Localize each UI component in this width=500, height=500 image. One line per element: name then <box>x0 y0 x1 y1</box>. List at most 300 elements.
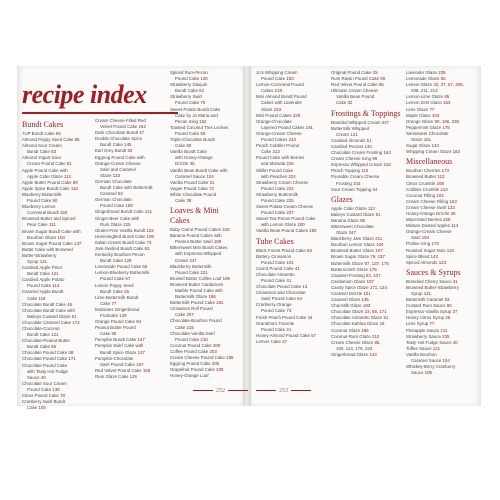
index-entry-page-number: 31 <box>209 179 215 185</box>
index-entry-page-number: 111 <box>48 222 56 228</box>
index-entry-label: Baby Carrot Pound Cakes <box>170 227 223 233</box>
index-entry-label: Browned Butter-Strawberry <box>406 284 459 290</box>
index-entry-label: Earl Grey Bundt <box>95 148 128 154</box>
index-entry-page-number: 225 <box>286 197 294 203</box>
index-entry-label: Black Forest Pound Cake <box>256 247 308 253</box>
index-entry-label: Blueberry Lemon <box>22 204 56 210</box>
index-entry-label: Syrup <box>411 291 424 296</box>
index-entry-label: with Peaches <box>261 173 289 179</box>
index-entry-page-number: 200 <box>212 342 221 348</box>
index-entry-label: Chocolate Cream Frosting <box>331 150 384 156</box>
index-entry-page-number: 53, 107 <box>365 272 381 278</box>
index-entry <box>170 198 240 204</box>
index-entry <box>170 373 240 379</box>
index-entry-label: Molasses Gingerbread <box>95 306 140 312</box>
index-entry-label: Cake <box>261 149 273 155</box>
index-entry-label: Pecan Icing <box>175 118 200 124</box>
index-entry-page-number: 137 <box>137 349 145 355</box>
index-entry-label: Chocolate Pound Cake <box>256 284 303 290</box>
index-section-heading: Loaves & Mini Cakes <box>170 206 219 226</box>
index-entry-page-number: 210 <box>372 333 380 339</box>
index-column-2 <box>95 118 165 380</box>
index-entry-page-number: 215 <box>186 324 194 330</box>
index-entry-page-number: 37 <box>282 338 288 344</box>
index-entry-page-number: 203 <box>209 348 217 354</box>
index-entry-page-number: 163 <box>449 198 457 204</box>
index-entry-label: Pound Cake <box>100 276 126 282</box>
index-entry-label: Almond Sour Cream <box>22 143 62 149</box>
index-entry-label: Skillet Pound Cake <box>256 167 294 173</box>
index-entry-label: Chocolate-Peanut Butter <box>22 338 71 344</box>
index-entry-page-number: 129 <box>119 313 127 318</box>
index-entry-page-number: 183 <box>286 76 294 82</box>
index-entry-label: Original Pound Cake <box>331 70 373 75</box>
title-underline <box>22 112 178 114</box>
index-entry-label: Peach Cobbler Pound <box>256 143 299 149</box>
index-entry-label: Sweet Potato Bundt Cake <box>170 106 221 112</box>
index-entry-page-number: 40 <box>452 339 458 345</box>
index-entry-page-number: 18 <box>379 321 385 327</box>
index-entry-label: Carrot Pound Cake <box>256 265 295 271</box>
index-entry-label: Tasty Hot Fudge Sauce <box>406 339 453 345</box>
index-entry-page-number: 90 <box>52 198 58 204</box>
index-entry-label: Lemon-Blueberry Buttermilk <box>95 270 150 276</box>
index-entry-page-number: 247 <box>381 119 390 125</box>
index-entry-page-number: 101 <box>363 291 371 296</box>
index-entry-label: Cream Pound Cake <box>27 161 67 167</box>
index-entry-page-number: 222 <box>286 185 294 191</box>
index-entry-label: Syrup <box>27 258 40 264</box>
index-entry-page-number: 85, <box>374 339 381 345</box>
index-entry-page-number: 85 <box>444 94 450 100</box>
index-entry-label: 100, 113, 175, 233 <box>336 345 373 351</box>
index-entry-label: Chocolate-Bourbon Pound <box>170 318 222 324</box>
index-entry-label: Blueberry Buttermilk <box>22 191 62 197</box>
index-entry-label: Peanut Butter Pound <box>95 325 136 331</box>
index-entry-page-number: 113 <box>63 173 71 179</box>
index-entry-page-number: 98 <box>360 217 365 223</box>
index-entry-label: Chocolate Glaze <box>331 309 365 315</box>
index-entry-label: Pound Cake <box>261 185 287 191</box>
index-entry-page-number: 226 <box>286 161 294 167</box>
index-entry-label: Lavender Glaze <box>406 70 439 75</box>
index-entry-page-number: 194 <box>421 235 430 241</box>
index-entry-page-number: 137 <box>74 240 82 246</box>
index-entry-page-number: 65 <box>440 76 446 82</box>
index-entry-page-number: 55 <box>378 82 384 88</box>
index-entry-page-number: 226 <box>443 217 451 223</box>
index-entry-label: Bundt Cake <box>27 271 52 277</box>
index-entry-page-number: 56 <box>111 331 117 337</box>
index-entry-label: Cake <box>27 295 39 301</box>
index-entry-page-number: 114 <box>451 223 459 229</box>
index-entry-label: Strawberry Sauce <box>406 333 443 339</box>
index-entry-page-number: 33, 37, 67, 205, <box>433 82 464 88</box>
index-entry-page-number: 53 <box>117 191 123 197</box>
index-section-heading: Sauces & Syrups <box>406 267 461 277</box>
index-entry-page-number: 31 <box>452 278 458 284</box>
index-entry-page-number: 167 <box>136 361 144 367</box>
index-entry-label: Honey-Orange Drizzle <box>406 210 451 216</box>
index-entry-label: Lime Syrup <box>406 321 430 327</box>
index-entry-label: Hummingbird Bundt Cake <box>95 233 147 239</box>
index-entry-page-number: 126 <box>200 76 208 82</box>
index-entry-label: with Lemon Glaze <box>261 222 298 228</box>
index-entry-label: Cream Cheese Swirl <box>406 204 448 210</box>
index-entry-label: Whiskey-Berry Cranberry <box>406 364 456 370</box>
index-entry-label: Blackberry Jam Glaze <box>331 236 376 242</box>
index-entry-label: Bundt Cake with Buttermilk <box>100 185 153 191</box>
index-entry-page-number: 161 <box>423 137 432 143</box>
index-entry-page-number: 131 <box>423 291 432 296</box>
index-entry-label: Orange Pound Cake <box>95 319 137 325</box>
index-entry-page-number: 79, 137 <box>370 254 385 260</box>
index-entry-label: Pumpkin Swirl Cake with <box>95 343 144 349</box>
index-entry-page-number: 63 <box>307 247 312 253</box>
index-entry-page-number: 32 <box>347 100 353 106</box>
index-entry-page-number: 229 <box>292 112 301 118</box>
index-entry-label: Buttermilk Glaze <box>175 294 209 300</box>
index-entry-label: Pound Cake <box>261 326 287 332</box>
index-entry-label: Glaze <box>100 172 113 178</box>
index-entry-label: Orange Glaze <box>406 118 435 124</box>
index-entry <box>406 149 478 155</box>
index-entry-label: Caramel Frosting <box>331 272 366 278</box>
index-entry-page-number: 35 <box>189 161 195 167</box>
index-entry-label: Fresh Peach Pound Cake <box>256 314 308 320</box>
index-entry-page-number: 213 <box>272 149 280 155</box>
index-entry-label: with Honey-Orange <box>175 155 213 161</box>
index-entry-page-number: 192 <box>309 228 317 234</box>
index-entry-label: Buttermilk Caramel <box>406 297 445 303</box>
index-entry-label: Toasted Coconut Tres Leches <box>170 124 229 130</box>
index-entry-page-number: 218 <box>383 162 391 168</box>
index-entry-label: Gingerbread Bundt Cake <box>95 209 145 215</box>
index-entry-label: Caramel Glaze <box>331 297 362 303</box>
index-entry-label: Glaze <box>411 137 424 143</box>
index-entry-page-number: 135 <box>361 297 369 303</box>
index-entry-label: Bundt Cake <box>27 149 52 155</box>
index-entry-page-number: 123 <box>438 259 447 265</box>
index-entry-label: Bundt Cake <box>100 288 125 294</box>
index-entry-label: Pound Cake <box>175 100 201 106</box>
index-entry <box>406 370 478 376</box>
index-entry-page-number: 199 <box>361 327 369 333</box>
index-entry-page-number: 159 <box>125 203 133 209</box>
index-entry-label: Sweet Potato-Cream Cheese <box>256 204 314 210</box>
page-number-rule <box>256 390 276 391</box>
index-entry <box>331 352 403 358</box>
index-entry-page-number: 93 <box>127 148 133 154</box>
index-entry-label: Bundt Cake <box>175 88 200 94</box>
index-entry-label: Espresso Whipped Cream <box>331 162 384 168</box>
index-entry-label: Rum Raisin Pound Cake <box>331 76 381 82</box>
index-entry-label: Red Velvet Pound Cake <box>331 82 379 88</box>
page-number-rule <box>228 390 248 391</box>
index-entry-page-number: 90 <box>380 76 386 82</box>
index-entry-label: Cake <box>100 331 112 337</box>
index-entry-page-number: 185 <box>226 355 234 361</box>
index-entry-page-number: 181 <box>216 300 224 306</box>
index-entry-label: Cake by Jo Maria and <box>175 112 218 118</box>
index-entry <box>95 374 165 380</box>
index-entry-label: Cobbler Crumble <box>406 186 441 192</box>
index-entry-page-number: 189 <box>213 239 222 245</box>
index-entry-label: Brown Sugar Bundt Cake with <box>22 228 81 234</box>
index-entry-page-number: 129 <box>124 258 132 264</box>
index-entry-page-number: 235 <box>438 70 446 75</box>
index-entry-label: Italian Cream Bundt Cake <box>95 239 147 245</box>
index-entry-label: Glaze <box>336 230 349 236</box>
index-entry-label: Vanilla Bean Bundt Cake with <box>170 167 228 173</box>
index-entry-label: Strawberry Buttermilk <box>256 191 298 197</box>
index-entry-label: Toffee Sauce <box>406 345 433 351</box>
index-entry-label: Mini Pound Cakes <box>256 112 293 118</box>
index-entry-label: Chocolate Pound Cake <box>22 356 69 362</box>
index-entry-page-number: 211 <box>440 327 448 333</box>
index-entry-page-number: 121 <box>350 131 358 137</box>
index-entry-label: Glaze <box>261 106 274 112</box>
index-entry-page-number: 238 <box>216 367 224 373</box>
index-section-heading: Frostings & Toppings <box>331 108 401 118</box>
index-entry-label: Bittersweet Chocolate <box>331 223 374 229</box>
index-entry-label: Pound Cake <box>175 130 201 136</box>
index-entry-page-number: 243 <box>288 137 296 143</box>
index-entry <box>406 260 478 266</box>
index-entry-page-number: 173 <box>431 241 439 247</box>
index-entry-page-number: 113 <box>437 174 445 180</box>
index-entry-page-number: 25 <box>124 288 130 294</box>
index-entry-page-number: 162 <box>138 124 146 130</box>
index-entry-page-number: 105 <box>38 405 46 411</box>
index-entry-label: Pound Cake <box>261 76 287 82</box>
index-entry-label: Cream Cheese Pound Cake <box>170 355 227 361</box>
index-entry-label: Coconut Filling <box>406 192 437 198</box>
index-entry-page-number: 64 <box>297 296 303 302</box>
index-entry-label: Bittersweet Mini Bundt Cakes <box>170 245 228 251</box>
index-entry-label: Pound Cake <box>175 76 201 82</box>
index-entry-label: Gingerbread Glaze <box>331 351 370 357</box>
index-entry-label: Orange-Cream Cheese <box>256 130 302 136</box>
index-entry-page-number: 163 <box>383 150 391 156</box>
index-entry-label: Double Chocolate Spice <box>95 136 143 142</box>
index-entry-label: Lemon Glaze <box>406 82 434 88</box>
index-entry-label: Dark Chocolate Bundt <box>95 130 140 136</box>
index-entry-label: Cake <box>175 197 187 203</box>
index-entry-label: Candied Pecans <box>331 143 365 149</box>
index-entry-page-number: 77 <box>429 321 435 327</box>
index-entry <box>331 100 403 106</box>
index-entry-label: Pound Cake <box>27 386 53 392</box>
index-entry-label: Peach Topping <box>331 168 362 174</box>
index-entry-label: Strawberry Swirl <box>170 94 202 100</box>
index-entry-label: Pound Cake <box>27 283 53 289</box>
index-entry-label: Caramel Apple Bundt <box>22 289 64 295</box>
index-entry-label: Layered Pound Cakes <box>261 124 306 130</box>
index-entry-label: Cranberry Swirl Bundt <box>22 399 65 405</box>
index-entry-label: Spiced Rum-Pecan <box>170 70 208 75</box>
index-entry-page-number: 65 <box>142 264 148 270</box>
index-entry-page-number: 72 <box>209 185 214 191</box>
index-entry-label: Lemon-Lime Glaze <box>406 94 445 100</box>
index-entry-label: Brandied Cherry Sauce <box>406 278 453 284</box>
index-entry-label: Pound Cake <box>261 259 287 265</box>
index-entry-label: Pound Cake <box>261 278 287 283</box>
index-entry-label: Macerated Berries <box>406 217 444 223</box>
index-entry-label: Chocolate Pound Cake <box>22 362 68 368</box>
index-entry-label: Sugar Glaze <box>406 143 432 149</box>
index-entry-label: Lemon-Cornmeal Pound <box>256 82 304 88</box>
index-entry-page-number: 134 <box>364 143 372 149</box>
index-entry-page-number: 118 <box>38 295 46 301</box>
index-entry-page-number: 77 <box>111 300 117 306</box>
index-entry-page-number: 104 <box>376 242 384 248</box>
index-entry-page-number: 143 <box>430 253 438 259</box>
index-entry-label: Orange-Cream Cheese <box>95 160 141 166</box>
index-entry-label: Brussel Butter Coffee Loaf <box>170 275 223 281</box>
index-entry-label: Pear Cake <box>27 222 49 228</box>
index-entry-page-number: 235 <box>442 333 450 339</box>
index-entry-label: Browned Butter Cardamom <box>170 281 224 287</box>
index-entry-page-number: 90, 196, 235 <box>434 118 459 124</box>
index-entry-label: Orange-Chocolate <box>256 118 292 124</box>
index-entry-page-number: 207 <box>186 312 194 318</box>
index-entry-label: Honey Citrus Syrup <box>406 315 446 321</box>
index-section-heading: Tube Cakes <box>256 236 294 246</box>
index-entry-label: Lemon Poppy Seed <box>95 282 134 288</box>
index-entry-label: German Chocolate <box>95 178 132 184</box>
index-entry-page-number: 37 <box>452 309 458 315</box>
index-entry-label: Lemon Zest Glaze <box>406 100 444 106</box>
index-entry-label: Spiced Almonds <box>406 259 439 265</box>
index-section-heading: Miscellaneous <box>406 157 453 167</box>
index-entry-label: Candied Almonds <box>331 137 367 143</box>
index-entry-label: Vanilla Bean Pound <box>336 94 375 100</box>
index-entry-page-number: 23, 55, 171 <box>364 309 387 315</box>
index-entry-page-number: 41 <box>294 265 300 271</box>
index-entry-label: Candied Apple Pinot <box>22 265 62 271</box>
index-entry-label: Mini Almond Bundt Pound <box>256 94 307 100</box>
index-entry-label: Coconut Glaze <box>331 327 362 333</box>
index-entry-label: Peppermint Glaze <box>406 124 443 130</box>
index-entry-page-number: 247 <box>348 230 357 236</box>
index-entry-page-number: 44 <box>372 186 378 192</box>
index-entry-page-number: 25 <box>372 70 378 75</box>
index-entry <box>256 339 328 345</box>
index-entry-label: Drizzle <box>175 161 190 167</box>
index-entry-page-number: 200 <box>297 222 305 228</box>
index-entry-label: Pumpkin-Chocolate <box>95 355 134 361</box>
index-entry-page-number: 183 <box>452 149 460 155</box>
index-section-heading: Glazes <box>331 194 353 204</box>
index-entry-label: Fruitcake <box>100 313 120 318</box>
index-entry-page-number: 47 <box>139 130 145 136</box>
index-entry-page-number: 55 <box>51 344 57 350</box>
index-entry-page-number: 39 <box>186 197 192 203</box>
index-entry-label: Grapefruit Pound Cake <box>170 367 217 373</box>
index-entry-label: Pound Cake <box>261 210 287 216</box>
index-entry-label: Butterscotch Glaze <box>331 266 370 272</box>
index-entry-label: Buttermilk Glaze <box>331 260 365 266</box>
index-entry-label: Mixture Dusted Apples <box>406 223 452 229</box>
index-entry-page-number: 35 <box>445 315 451 321</box>
index-entry-label: Pound Cake <box>100 203 126 209</box>
index-entry-label: Browned Butter Glaze <box>331 248 376 254</box>
index-entry-label: Candy Spice Glaze <box>331 284 370 290</box>
index-entry-page-number: 171, 134 <box>369 284 387 290</box>
index-entry-label: Coffee Pound Cake <box>170 348 210 354</box>
index-entry-label: Cranberry-Orange <box>256 302 292 308</box>
index-entry-page-number: 101 <box>286 259 294 265</box>
index-entry-label: Vanilla Pound Cake <box>170 179 210 185</box>
index-entry-label: Chai Milk Glaze <box>331 303 363 309</box>
index-entry-page-number: 103 <box>436 192 444 198</box>
index-column-6 <box>406 70 478 376</box>
index-entry-label: Maple Glaze <box>406 112 432 118</box>
index-entry-label: Chocolate Amaretto <box>256 271 295 277</box>
index-entry-label: Apple Spice Bundt Cake <box>22 185 71 191</box>
index-entry-label: Marble Pound Cake with <box>175 288 223 293</box>
index-entry-label: Lemon Cake <box>256 338 283 344</box>
index-entry-label: Frosting <box>336 180 354 186</box>
index-entry-page-number: 191 <box>305 124 313 130</box>
index-entry-page-number: 205 <box>211 361 220 367</box>
index-entry-label: Coconut Pound Cake <box>170 342 213 348</box>
index-entry <box>331 187 403 193</box>
index-entry-page-number: 77 <box>429 106 435 112</box>
index-entry-page-number: 150 <box>59 210 68 216</box>
index-entry-page-number: 73 <box>286 308 292 314</box>
index-entry-label: Cream Cheese Filling <box>406 198 450 204</box>
index-entry-page-number: 78 <box>60 393 65 399</box>
index-entry-label: Caramel Drizzle <box>331 291 364 296</box>
index-entry-page-number: 116 <box>70 185 78 191</box>
index-entry-label: Browned Butter and Spiced <box>22 216 76 222</box>
index-entry-page-number: 73 <box>146 239 152 245</box>
index-entry-label: and Marsala <box>261 161 287 167</box>
index-entry-label: Custard Rum Sauce <box>406 303 447 309</box>
index-entry-label: Honey-Orange Loaf <box>170 373 209 379</box>
index-entry-label: Swirl Pound Cake <box>261 296 298 302</box>
index-entry-page-number: 59 <box>200 130 206 136</box>
index-entry-label: Cake <box>100 300 112 306</box>
index-entry-page-number: 51 <box>383 315 389 321</box>
index-entry-page-number: 224 <box>288 173 296 179</box>
index-entry-label: Brown Sugar Pound Cake <box>22 240 74 246</box>
index-column-3 <box>170 70 240 379</box>
index-entry-label: Roasted Sugar Nuts <box>406 247 447 253</box>
index-title: recipe index <box>22 80 147 109</box>
index-entry-label: Browned Butter <box>406 174 438 180</box>
index-entry-label: Caramel Sauce <box>175 173 207 179</box>
index-entry-label: Almond Poppy Seed Cake <box>22 137 75 143</box>
index-entry-page-number: 211 <box>375 236 383 242</box>
index-entry-label: German Chocolate <box>95 197 132 203</box>
index-entry-page-number: 90 <box>446 303 452 309</box>
index-entry-page-number: 122 <box>146 227 154 233</box>
index-entry-page-number: 13 <box>302 284 308 290</box>
index-entry-page-number: 213 <box>440 186 448 192</box>
index-entry-page-number: 210 <box>200 336 208 342</box>
index-entry-page-number: 143 <box>431 143 439 149</box>
index-entry-page-number: 133 <box>447 204 455 210</box>
index-entry-label: Buttery Cinnamon <box>256 253 292 259</box>
index-entry-page-number: 147 <box>137 337 145 343</box>
index-entry-label: Cream Cheese-Filled Red <box>95 118 146 123</box>
index-entry-label: Kentucky Bourbon Pecan <box>95 252 145 258</box>
index-entry-label: Swirl <box>411 235 422 241</box>
index-entry-page-number: 94 <box>136 319 142 325</box>
